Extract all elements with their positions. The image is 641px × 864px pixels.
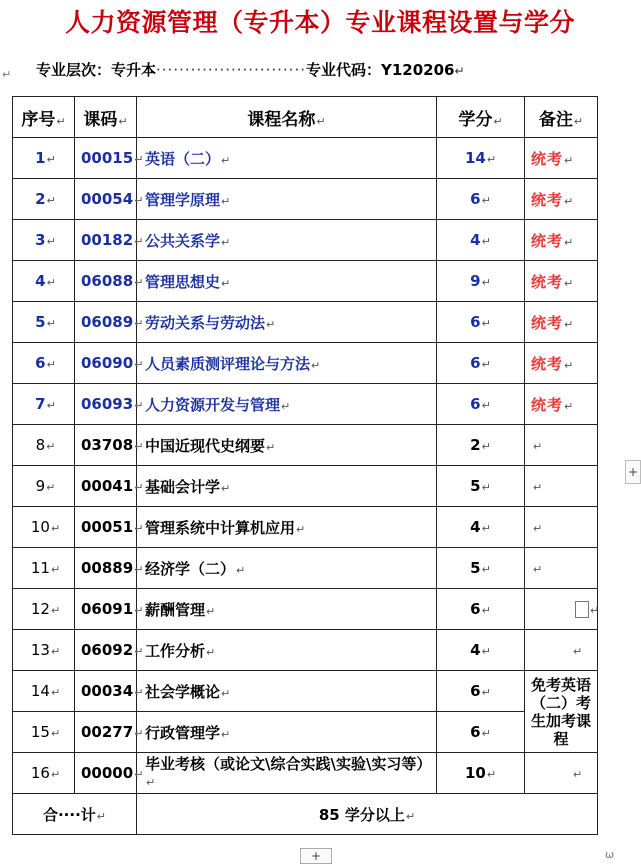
paragraph-mark: ↵	[221, 235, 231, 249]
cell-no[interactable]	[13, 220, 75, 261]
cell-credit[interactable]	[437, 671, 525, 712]
cell-name[interactable]	[137, 179, 437, 220]
total-value: 85 学分以上↵	[137, 794, 598, 835]
placeholder-box-icon	[575, 601, 589, 618]
paragraph-mark: ↵	[46, 440, 56, 453]
paragraph-mark: ↵	[481, 727, 491, 740]
cell-name-text: 人力资源开发与管理	[145, 395, 281, 414]
cell-code[interactable]	[75, 630, 144, 671]
paragraph-mark: ↵	[46, 276, 56, 289]
cell-name-text: 行政管理学	[145, 723, 221, 742]
table-row	[13, 220, 598, 261]
exam-stamp: 统考	[531, 395, 564, 414]
header-cell-note: 备注↵	[525, 97, 598, 138]
cell-credit-text: 5	[470, 477, 481, 495]
paragraph-mark: ↵	[134, 604, 144, 617]
header-cell-code: 课码↵	[75, 97, 137, 138]
paragraph-mark: ↵	[221, 481, 231, 495]
cell-name[interactable]	[137, 548, 437, 589]
paragraph-mark: ↵	[533, 522, 543, 535]
major-info	[36, 58, 596, 82]
paragraph-mark: ↵	[311, 358, 321, 372]
cell-name-text: 劳动关系与劳动法	[145, 313, 266, 332]
paragraph-mark: ↵	[221, 686, 231, 700]
paragraph-mark: ↵	[481, 399, 491, 412]
cell-code-text: 00034	[81, 682, 134, 700]
paragraph-mark: ↵	[134, 194, 144, 207]
cell-code-text: 03708	[81, 436, 134, 454]
cell-credit[interactable]	[437, 384, 525, 425]
table-row	[13, 712, 598, 753]
cell-name-text: 薪酬管理	[145, 600, 206, 619]
paragraph-mark: ↵	[134, 235, 144, 248]
cell-name[interactable]	[137, 671, 437, 712]
paragraph-mark: ↵	[46, 358, 56, 371]
paragraph-mark: ↵	[134, 563, 144, 576]
cell-code[interactable]	[75, 671, 144, 712]
paragraph-mark: ↵	[481, 440, 491, 453]
cell-code[interactable]	[75, 548, 144, 589]
cell-code[interactable]	[75, 138, 144, 179]
paragraph-mark: ↵	[50, 686, 61, 699]
cell-name-text: 英语（二）	[145, 149, 221, 168]
paragraph-mark: ↵	[134, 481, 144, 494]
cell-no-text: 3	[35, 231, 46, 249]
add-column-button[interactable]: +	[625, 460, 641, 484]
cell-credit[interactable]	[437, 138, 525, 179]
cell-name[interactable]	[137, 343, 437, 384]
right-edge-mark: ω	[605, 848, 615, 861]
page-title: 人力资源管理（专升本）专业课程设置与学分	[64, 8, 575, 37]
add-row-button[interactable]: +	[300, 848, 332, 864]
leader-dots: ··························	[156, 61, 306, 79]
paragraph-mark: ↵	[134, 317, 144, 330]
cell-credit[interactable]	[437, 261, 525, 302]
paragraph-mark: ↵	[481, 686, 491, 699]
cell-credit[interactable]	[437, 507, 525, 548]
cell-no-text: 6	[35, 354, 46, 372]
paragraph-mark: ↵	[481, 194, 491, 207]
cell-code[interactable]	[75, 712, 144, 753]
paragraph-mark: ↵	[206, 645, 216, 659]
cell-no-text: 4	[35, 272, 46, 290]
paragraph-mark: ↵	[486, 768, 497, 781]
cell-name-text: 工作分析	[145, 641, 206, 660]
note-text: 免考英语（二）考生加考课程	[531, 675, 592, 748]
cell-no[interactable]	[13, 548, 75, 589]
paragraph-mark: ↵	[481, 645, 491, 658]
table-row	[13, 753, 598, 794]
cell-code-text: 06089	[81, 313, 134, 331]
cell-credit-text: 6	[470, 723, 481, 741]
margin-mark: ↵	[2, 68, 12, 81]
cell-no-text: 8	[35, 436, 46, 454]
cell-no[interactable]	[13, 138, 75, 179]
table-row	[13, 630, 598, 671]
cell-name-text: 中国近现代史纲要	[145, 436, 266, 455]
cell-credit-text: 6	[470, 190, 481, 208]
paragraph-mark: ↵	[564, 358, 574, 372]
cell-name[interactable]	[137, 261, 437, 302]
cell-credit[interactable]	[437, 466, 525, 507]
cell-credit-text: 4	[470, 518, 481, 536]
cell-code-text: 00041	[81, 477, 134, 495]
paragraph-mark: ↵	[481, 276, 491, 289]
cell-no-text: 7	[35, 395, 46, 413]
paragraph-mark: ↵	[146, 775, 156, 789]
cell-note[interactable]	[525, 548, 598, 589]
paragraph-mark: ↵	[50, 645, 61, 658]
cell-name-text: 社会学概论	[145, 682, 221, 701]
exam-stamp: 统考	[531, 272, 564, 291]
table-row	[13, 589, 598, 630]
cell-credit-text: 9	[470, 272, 481, 290]
cell-credit[interactable]	[437, 302, 525, 343]
paragraph-mark: ↵	[486, 153, 497, 166]
cell-no[interactable]	[13, 261, 75, 302]
cell-credit-text: 6	[470, 600, 481, 618]
cell-credit-text: 4	[470, 231, 481, 249]
paragraph-mark: ↵	[46, 235, 56, 248]
paragraph-mark: ↵	[221, 153, 231, 167]
cell-code-text: 06093	[81, 395, 134, 413]
cell-no[interactable]	[13, 425, 75, 466]
table-row	[13, 548, 598, 589]
cell-no-text: 16	[30, 764, 50, 782]
cell-no[interactable]	[13, 179, 75, 220]
paragraph-mark: ↵	[564, 399, 574, 413]
cell-code-text: 06088	[81, 272, 134, 290]
table-row	[13, 671, 598, 712]
cell-credit-text: 6	[470, 395, 481, 413]
paragraph-mark: ↵	[134, 522, 144, 535]
paragraph-mark: ↵	[50, 563, 61, 576]
cell-name[interactable]	[137, 753, 437, 794]
cell-credit[interactable]	[437, 753, 525, 794]
cell-note[interactable]	[525, 384, 598, 425]
table-row	[13, 384, 598, 425]
course-table	[12, 96, 598, 835]
cell-code[interactable]	[75, 384, 144, 425]
paragraph-mark: ↵	[564, 276, 574, 290]
paragraph-mark: ↵	[564, 317, 574, 331]
paragraph-mark: ↵	[221, 727, 231, 741]
cell-code[interactable]	[75, 220, 144, 261]
cell-name[interactable]	[137, 384, 437, 425]
cell-name[interactable]	[137, 138, 437, 179]
exam-stamp: 统考	[531, 231, 564, 250]
paragraph-mark: ↵	[46, 153, 56, 166]
paragraph-mark: ↵	[481, 604, 491, 617]
table-row	[13, 343, 598, 384]
paragraph-mark: ↵	[481, 563, 491, 576]
paragraph-mark: ↵	[134, 645, 144, 658]
cell-no[interactable]	[13, 712, 75, 753]
cell-credit[interactable]	[437, 220, 525, 261]
cell-note[interactable]	[525, 220, 598, 261]
cell-credit[interactable]	[437, 179, 525, 220]
paragraph-mark: ↵	[221, 276, 231, 290]
paragraph-mark: ↵	[236, 563, 246, 577]
cell-no-text: 14	[30, 682, 50, 700]
header-cell-credit: 学分↵	[437, 97, 525, 138]
cell-name-text: 管理系统中计算机应用	[145, 518, 296, 537]
cell-no[interactable]	[13, 589, 75, 630]
table-header-row	[13, 97, 598, 138]
cell-no[interactable]	[13, 630, 75, 671]
cell-credit-text: 5	[470, 559, 481, 577]
cell-name[interactable]	[137, 712, 437, 753]
cell-code-text: 00889	[81, 559, 134, 577]
paragraph-mark: ↵	[573, 768, 583, 781]
cell-code[interactable]	[75, 343, 144, 384]
paragraph-mark: ↵	[533, 563, 543, 576]
cell-no-text: 13	[30, 641, 50, 659]
table-row	[13, 302, 598, 343]
paragraph-mark: ↵	[296, 522, 306, 536]
cell-code-text: 06090	[81, 354, 134, 372]
total-label: 合····计↵	[13, 794, 137, 835]
cell-name-text: 基础会计学	[145, 477, 221, 496]
header-cell-no: 序号↵	[13, 97, 75, 138]
cell-note[interactable]	[525, 589, 598, 630]
paragraph-mark: ↵	[573, 645, 583, 658]
cell-no[interactable]	[13, 671, 75, 712]
major-level: 专业层次：专升本	[36, 61, 157, 79]
table-row	[13, 179, 598, 220]
cell-code-text: 00277	[81, 723, 134, 741]
exam-stamp: 统考	[531, 190, 564, 209]
cell-note[interactable]	[525, 343, 598, 384]
cell-code[interactable]	[75, 507, 144, 548]
table-row	[13, 466, 598, 507]
cell-credit-text: 14	[464, 149, 486, 167]
cell-note[interactable]	[525, 466, 598, 507]
paragraph-mark: ↵	[134, 686, 144, 699]
cell-no-text: 12	[30, 600, 50, 618]
cell-credit[interactable]	[437, 425, 525, 466]
cell-name[interactable]	[137, 466, 437, 507]
paragraph-mark: ↵	[481, 235, 491, 248]
cell-code-text: 00054	[81, 190, 134, 208]
paragraph-mark: ↵	[46, 194, 56, 207]
paragraph-mark: ↵	[134, 768, 144, 781]
cell-note[interactable]	[525, 261, 598, 302]
paragraph-mark: ↵	[206, 604, 216, 618]
table-row	[13, 507, 598, 548]
cell-note[interactable]	[525, 425, 598, 466]
cell-no[interactable]	[13, 302, 75, 343]
cell-no-text: 11	[30, 559, 50, 577]
paragraph-mark: ↵	[50, 727, 61, 740]
cell-credit-text: 4	[470, 641, 481, 659]
cell-name[interactable]	[137, 220, 437, 261]
cell-code[interactable]	[75, 302, 144, 343]
cell-code-text: 00000	[81, 764, 134, 782]
paragraph-mark: ↵	[481, 481, 491, 494]
paragraph-mark: ↵	[564, 194, 574, 208]
cell-code[interactable]	[75, 753, 144, 794]
cell-credit-text: 6	[470, 313, 481, 331]
exam-stamp: 统考	[531, 313, 564, 332]
paragraph-mark: ↵	[50, 768, 61, 781]
cell-credit[interactable]	[437, 589, 525, 630]
cell-note[interactable]	[525, 630, 598, 671]
table-row	[13, 425, 598, 466]
paragraph-mark: ↵	[134, 358, 144, 371]
cell-credit[interactable]	[437, 712, 525, 753]
paragraph-mark: ↵	[221, 194, 231, 208]
cell-code-text: 06092	[81, 641, 134, 659]
exam-stamp: 统考	[531, 354, 564, 373]
cell-name-text: 管理思想史	[145, 272, 221, 291]
paragraph-mark: ↵	[533, 440, 543, 453]
total-row	[13, 794, 598, 835]
cell-name-text: 公共关系学	[145, 231, 221, 250]
table-row	[13, 261, 598, 302]
cell-note[interactable]	[525, 671, 598, 753]
cell-credit[interactable]	[437, 343, 525, 384]
major-code: 专业代码：Y120206	[306, 61, 455, 79]
cell-note[interactable]	[525, 138, 598, 179]
cell-no[interactable]	[13, 343, 75, 384]
cell-code-text: 06091	[81, 600, 134, 618]
paragraph-mark: ↵	[533, 481, 543, 494]
cell-note[interactable]	[525, 179, 598, 220]
paragraph-mark: ↵	[590, 604, 600, 617]
cell-name[interactable]	[137, 507, 437, 548]
cell-code[interactable]	[75, 589, 144, 630]
cell-no-text: 9	[35, 477, 46, 495]
cell-name[interactable]	[137, 630, 437, 671]
paragraph-mark: ↵	[50, 522, 61, 535]
paragraph-mark: ↵	[281, 399, 291, 413]
cell-name-text: 毕业考核（或论文\综合实践\实验\实习等）	[145, 754, 432, 773]
cell-no[interactable]	[13, 384, 75, 425]
cell-code[interactable]	[75, 425, 144, 466]
exam-stamp: 统考	[531, 149, 564, 168]
paragraph-mark: ↵	[46, 317, 56, 330]
cell-no[interactable]	[13, 753, 75, 794]
cell-name-text: 管理学原理	[145, 190, 221, 209]
cell-code-text: 00182	[81, 231, 134, 249]
cell-code[interactable]	[75, 261, 144, 302]
cell-credit-text: 2	[470, 436, 481, 454]
paragraph-mark: ↵	[481, 317, 491, 330]
paragraph-mark: ↵	[46, 399, 56, 412]
cell-credit[interactable]	[437, 630, 525, 671]
cell-name[interactable]	[137, 302, 437, 343]
paragraph-mark: ↵	[266, 317, 276, 331]
paragraph-mark: ↵	[481, 522, 491, 535]
paragraph-mark: ↵	[266, 440, 276, 454]
cell-no-text: 2	[35, 190, 46, 208]
cell-name[interactable]	[137, 425, 437, 466]
cell-credit-text: 6	[470, 682, 481, 700]
cell-note[interactable]	[525, 507, 598, 548]
table-row	[13, 138, 598, 179]
cell-name-text: 人员素质测评理论与方法	[145, 354, 311, 373]
cell-code[interactable]	[75, 179, 144, 220]
paragraph-mark: ↵	[454, 64, 465, 78]
cell-name-text: 经济学（二）	[145, 559, 236, 578]
paragraph-mark: ↵	[46, 481, 56, 494]
cell-credit-text: 10	[464, 764, 486, 782]
paragraph-mark: ↵	[564, 235, 574, 249]
paragraph-mark: ↵	[50, 604, 61, 617]
paragraph-mark: ↵	[134, 399, 144, 412]
cell-code[interactable]	[75, 466, 144, 507]
cell-no-text: 15	[30, 723, 50, 741]
cell-code-text: 00051	[81, 518, 134, 536]
paragraph-mark: ↵	[481, 358, 491, 371]
paragraph-mark: ↵	[134, 153, 144, 166]
cell-name[interactable]	[137, 589, 437, 630]
paragraph-mark: ↵	[134, 727, 144, 740]
cell-no[interactable]	[13, 466, 75, 507]
header-cell-name: 课程名称↵	[137, 97, 437, 138]
cell-note[interactable]	[525, 753, 598, 794]
cell-credit-text: 6	[470, 354, 481, 372]
cell-code-text: 00015	[81, 149, 134, 167]
cell-no-text: 1	[35, 149, 46, 167]
cell-no[interactable]	[13, 507, 75, 548]
paragraph-mark: ↵	[564, 153, 574, 167]
paragraph-mark: ↵	[134, 440, 144, 453]
paragraph-mark: ↵	[134, 276, 144, 289]
cell-credit[interactable]	[437, 548, 525, 589]
cell-note[interactable]	[525, 302, 598, 343]
cell-no-text: 10	[30, 518, 50, 536]
cell-no-text: 5	[35, 313, 46, 331]
